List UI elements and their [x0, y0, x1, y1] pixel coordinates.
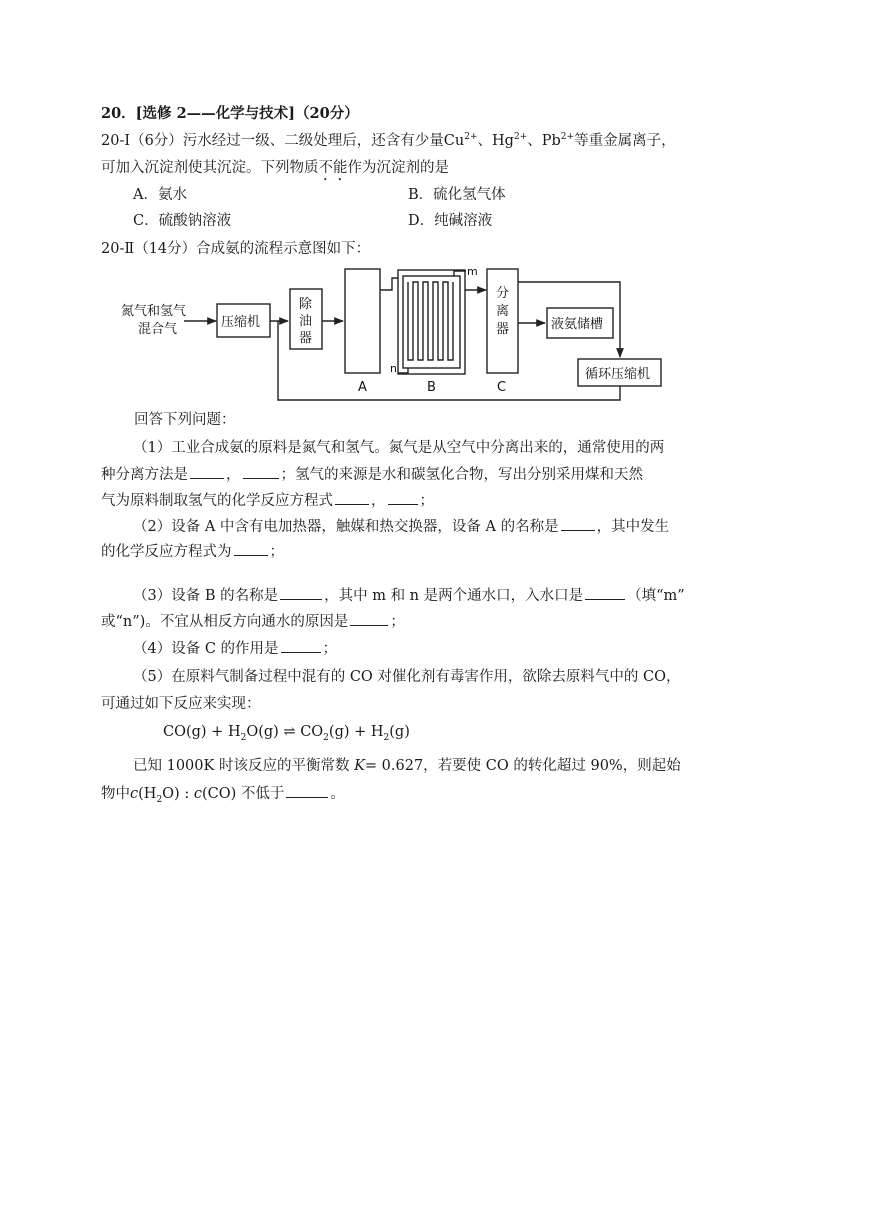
- label-c: C: [497, 380, 507, 395]
- p1-l2-b: ，: [226, 467, 241, 483]
- reaction-equation: [163, 722, 410, 742]
- pb-charge: 2+: [560, 132, 575, 143]
- p3-l1-a: （3）设备 B 的名称是: [133, 588, 279, 604]
- tower-a: [345, 269, 380, 373]
- feed-label-1: 氮气和氢气: [121, 304, 187, 319]
- separator-c: [487, 269, 518, 373]
- p1-line2: [101, 464, 643, 485]
- p6-l2-c: O) :: [162, 786, 194, 802]
- p1-line1: （1）工业合成氨的原料是氮气和氢气。氮气是从空气中分离出来的，通常使用的两: [133, 440, 665, 456]
- p4-b: ；: [322, 641, 338, 657]
- separator-char-1: 分: [496, 286, 510, 301]
- answer-blank-1[interactable]: [190, 464, 224, 479]
- separator-char-3: 器: [496, 322, 510, 337]
- label-b: B: [427, 380, 436, 395]
- cu-charge: 2+: [464, 132, 478, 143]
- q1-line1-a: 20-Ⅰ（6分）污水经过一级、二级处理后，还含有少量Cu: [101, 133, 465, 149]
- p1-l3-a: 气为原料制取氢气的化学反应方程式: [101, 493, 333, 509]
- eq-rhs1: CO: [300, 724, 324, 740]
- p5-line1: （5）在原料气制备过程中混有的 CO 对催化剂有毒害作用，欲除去原料气中的 CO，: [133, 669, 681, 685]
- eq-sub2: 2: [323, 732, 329, 743]
- p3-l2-a: 或“n”)。不宜从相反方向通水的原因是: [101, 614, 349, 630]
- answer-blank-10[interactable]: [281, 638, 321, 653]
- deoiler-char-2: 油: [299, 314, 313, 329]
- answer-blank-7[interactable]: [280, 585, 322, 600]
- p2-l1-b: ，其中发生: [596, 519, 670, 535]
- p6-l2-d: (CO) 不低于: [201, 786, 285, 802]
- answer-blank-4[interactable]: [388, 490, 418, 505]
- p6-l2-b: (H: [138, 786, 157, 802]
- p1-l3-b: ，: [371, 493, 386, 509]
- equilibrium-arrow-icon: ⇌: [283, 724, 296, 740]
- pipe-a-b: [380, 278, 398, 290]
- p6-sub: 2: [156, 794, 163, 805]
- p6-line2: [101, 783, 345, 804]
- option-a: A．氨水: [133, 187, 187, 203]
- answer-blank-11[interactable]: [286, 783, 328, 798]
- separator-char-2: 离: [496, 304, 510, 319]
- p6-l2-a: 物中: [101, 786, 130, 802]
- eq-sub3: 2: [383, 732, 390, 743]
- eq-rhs2: (g) + H: [328, 724, 384, 740]
- p6-k: K: [354, 758, 365, 774]
- label-m: m: [467, 265, 478, 278]
- eq-rhs3: (g): [389, 724, 410, 740]
- hg-charge: 2+: [513, 132, 528, 143]
- p2-l2-a: 的化学反应方程式为: [101, 544, 232, 560]
- label-n: n: [390, 362, 397, 375]
- answer-blank-3[interactable]: [335, 490, 369, 505]
- p1-line3: [101, 490, 434, 511]
- p3-l1-c: （填“m”: [627, 588, 685, 604]
- p6-line1: [133, 756, 681, 776]
- deoiler-char-3: 器: [299, 331, 313, 346]
- feed-label-2: 混合气: [138, 322, 178, 337]
- p2-l2-b: ；: [269, 544, 284, 560]
- p1-l2-a: 种分离方法是: [101, 467, 188, 483]
- storage-label: 液氨储槽: [551, 317, 604, 332]
- p2-line2: [101, 541, 284, 562]
- compressor-label: 压缩机: [221, 315, 261, 330]
- p2-l1-a: （2）设备 A 中含有电加热器，触媒和热交换器，设备 A 的名称是: [133, 519, 559, 535]
- p6-l2-e: 。: [330, 786, 345, 802]
- recycle-label: 循环压缩机: [585, 367, 651, 382]
- p3-line2: [101, 611, 405, 632]
- section-title: 20．[选修 2——化学与技术]（20分）: [101, 105, 359, 122]
- ammonia-flow-diagram: [0, 0, 869, 420]
- p3-l2-b: ；: [390, 614, 405, 630]
- p1-l2-c: ；氢气的来源是水和碳氢化合物，写出分别采用煤和天然: [280, 467, 643, 483]
- option-c: C．硫酸钠溶液: [133, 213, 232, 229]
- q1-emphasis: 不能: [318, 160, 348, 176]
- p5-line2: 可通过如下反应来实现：: [101, 696, 261, 712]
- p6-c1: c: [130, 786, 139, 802]
- answer-blank-9[interactable]: [350, 611, 388, 626]
- p2-line1: [133, 516, 669, 537]
- answer-blank-5[interactable]: [561, 516, 595, 531]
- q1-sep1: 、Hg: [477, 133, 514, 149]
- q1-sep2: 、Pb: [527, 133, 561, 149]
- answer-blank-2[interactable]: [243, 464, 279, 479]
- q1-line2-a: 可加入沉淀剂使其沉淀。下列物质: [101, 160, 319, 176]
- p1-l3-c: ；: [419, 493, 434, 509]
- option-d: D．纯碱溶液: [408, 213, 493, 229]
- p6-l1-b: = 0.627，若要使 CO 的转化超过 90%，则起始: [364, 758, 681, 774]
- eq-lhs: CO(g) + H: [163, 724, 241, 740]
- q1-line1-b: 等重金属离子，: [574, 133, 676, 149]
- p4-line: [133, 638, 337, 659]
- option-b: B．硫化氢气体: [408, 187, 506, 203]
- answer-blank-8[interactable]: [585, 585, 625, 600]
- deoiler-char-1: 除: [299, 297, 313, 312]
- p6-c2: c: [193, 786, 202, 802]
- p3-l1-b: ，其中 m 和 n 是两个通水口，入水口是: [324, 588, 584, 604]
- p4-a: （4）设备 C 的作用是: [133, 641, 279, 657]
- label-a: A: [358, 380, 367, 395]
- eq-sub1: 2: [240, 732, 247, 743]
- q2-intro: 20-Ⅱ（14分）合成氨的流程示意图如下：: [101, 241, 371, 257]
- eq-mid: O(g): [246, 724, 279, 740]
- p3-line1: [133, 585, 685, 606]
- answer-intro: 回答下列问题：: [134, 412, 236, 428]
- p6-l1-a: 已知 1000K 时该反应的平衡常数: [133, 758, 350, 774]
- q1-line2-b: 作为沉淀剂的是: [347, 160, 449, 176]
- answer-blank-6[interactable]: [234, 541, 268, 556]
